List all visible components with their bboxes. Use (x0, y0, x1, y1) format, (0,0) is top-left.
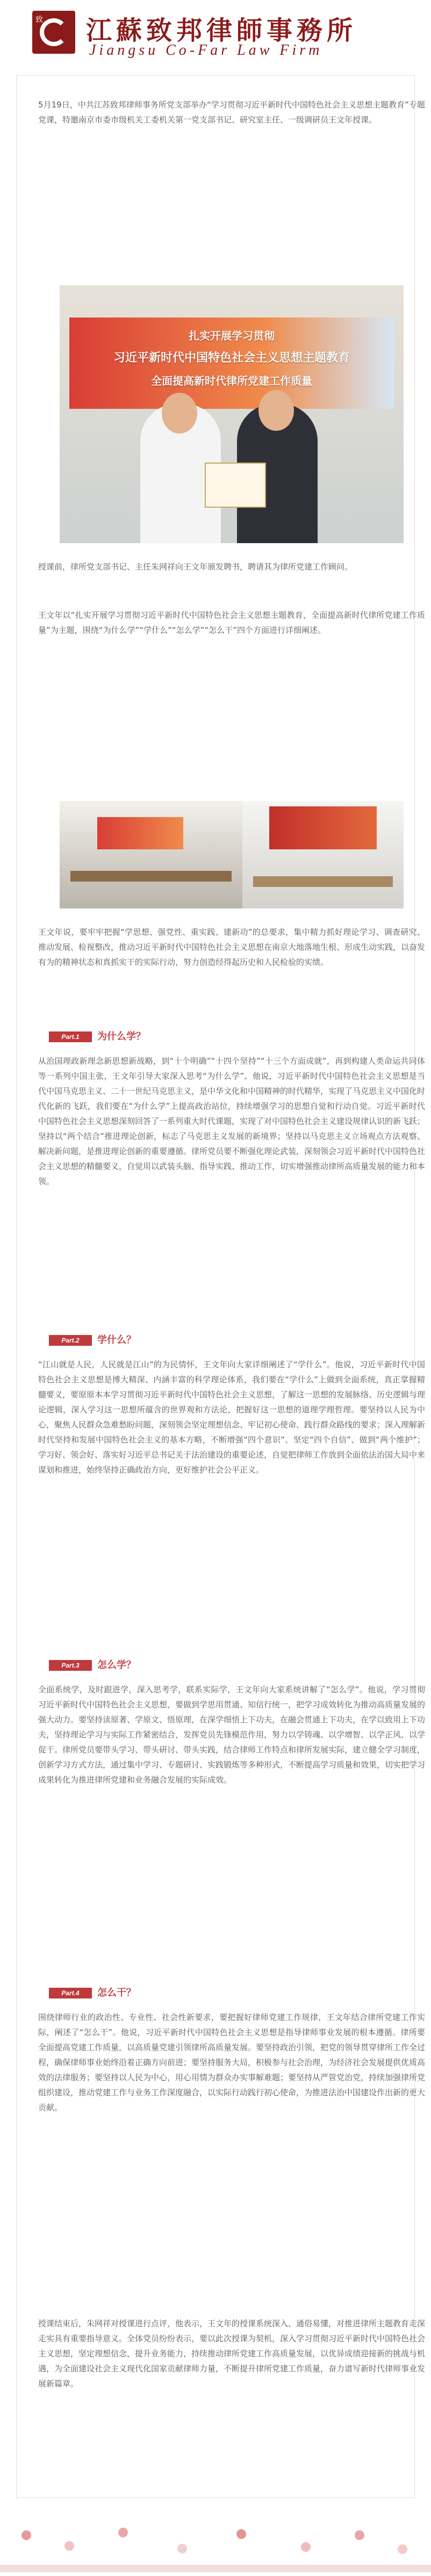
firm-logo-icon (32, 11, 75, 54)
logo-ring (40, 18, 68, 46)
section-2-tag: Part.2 (49, 1335, 92, 1346)
flower-icon (21, 2530, 31, 2540)
flower-icon (398, 2544, 407, 2554)
flower-icon (355, 2530, 364, 2540)
article-card (16, 75, 426, 2498)
section-4-tag: Part.4 (49, 1988, 92, 1998)
flower-icon (236, 2529, 246, 2539)
flower-icon (118, 2528, 128, 2537)
section-4-text: 围绕律师行业的政治性、专业性、社会性新要求，要把握好律师党建工作规律，王文年结合律所党建工作实际，阐述了“怎么干”。他说，习近平新时代中国特色社会主义思想是指导律师事业发展的根本遵循。律所要全面提高党建工作质量，以高质量党建引领律所高质量发展。要坚持政治引领，把党的领导贯穿律所工作全过程，确保律师事业始终沿着正确方向前进；要坚持服务大局，积极参与社会治理，为经济社会发展提供优质高效的法律服务；要坚持以人民为中心，用心用情为群众办实事解难题；要坚持从严管党治党，持续加强律所党组织建设，推动党建工作与业务工作深度融合，以实际行动践行初心使命，为推进法治中国建设作出新的更大贡献。 (38, 2012, 426, 2112)
meeting-table-right (253, 876, 393, 887)
page-header (0, 0, 431, 64)
section-3-tag: Part.3 (49, 1660, 92, 1671)
section-2-title: 学什么？ (97, 1334, 136, 1346)
section-1-title: 为什么学？ (97, 1031, 146, 1042)
screen-title-line3: 全面提高新时代律所党建工作质量 (151, 374, 312, 387)
section-1-text: 从治国理政新理念新思想新战略，到“十个明确”“十四个坚持”“十三个方面成就”，再到构建人类命运共同体等一系列中国主张，王文年引导大家深入思考“为什么学”。他说，习近平新时代中国特色社会主义思想是当代中国马克思主义、二十一世纪马克思主义，是中华文化和中国精神的时代精华，实现了马克思主义中国化时代化新的飞跃，我们要在“为什么学”上提高政治站位，持续增强学习的思想自觉和行动自觉。习近平新时代中国特色社会主义思想深刻回答了一系列重大时代课题，实现了对中国特色社会主义建设规律认识的新飞跃；坚持以“两个结合”推进理论创新，标志了马克思主义发展的新境界；坚持以马克思主义立场观点方法观察、解决新问题，是推进理论创新的重要遵循。律所党员要不断强化理论武装，深刻领会习近平新时代中国特色社会主义思想的精髓要义，自觉用以武装头脑、指导实践、推动工作，切实增强推动律所高质量发展的能力和本领。 (38, 1056, 426, 1186)
logo-mark-text: 致 (35, 16, 43, 24)
flower-icon (301, 2542, 311, 2552)
paragraph-requirements: 王文年说，要牢牢把握“学思想、强党性、重实践、建新功”的总要求，集中精力抓好理论学习、调查研究、推动发展、检视整改，推动习近平新时代中国特色社会主义思想在南京大地落地生根、形成生动实践，以奋发有为的精神状态和真抓实干的实际行动，努力创造经得起历史和人民检验的实绩。 (38, 927, 426, 967)
lecture-photo-meeting (60, 801, 404, 908)
paragraph-appointment: 授课前，律所党支部书记、主任朱网祥向王文年颁发聘书，聘请其为律所党建工作顾问。 (38, 562, 353, 572)
footer-decoration (0, 2520, 431, 2576)
firm-name-en: Jiangsu Co-Far Law Firm (89, 42, 323, 59)
section-3-title: 怎么学？ (97, 1659, 136, 1671)
closing-paragraph: 授课结束后，朱网祥对授课进行点评，他表示，王文年的授课系统深入、通俗易懂，对推进律所主题教育走深走实具有重要指导意义。全体党员纷纷表示，要以此次授课为契机，深入学习贯彻习近平新时代中国特色社会主义思想，坚定理想信念，提升业务能力，持续推动律所党建工作高质量发展，以优异成绩迎接新的挑战与机遇，为全面建设社会主义现代化国家贡献律师力量，不断提升律所党建工作质量，奋力谱写新时代律师事业发展新篇章。 (38, 2319, 426, 2389)
lecture-photo-certificate (60, 285, 404, 543)
section-1-tag: Part.1 (49, 1031, 92, 1042)
screen-title-line2: 习近平新时代中国特色社会主义思想主题教育 (113, 351, 350, 365)
firm-name-cn: 江蘇致邦律師事務所 (86, 16, 357, 46)
appointment-certificate (205, 463, 266, 508)
person-right-head (258, 390, 294, 431)
footer-bar (0, 2565, 431, 2572)
intro-paragraph: 5月19日，中共江苏致邦律师事务所党支部举办“学习贯彻习近平新时代中国特色社会主义思想主题教育”专题党课，特邀南京市委市级机关工委机关第一党支部书记、研究室主任、一级调研员王文年授课。 (38, 100, 425, 125)
meeting-screen-left (97, 817, 183, 849)
section-4-title: 怎么干？ (97, 1987, 136, 1998)
meeting-table-left (70, 871, 232, 882)
paragraph-theme: 王文年以“扎实开展学习贯彻习近平新时代中国特色社会主义思想主题教育，全面提高新时代律所党建工作质量”为主题，围绕“为什么学”“学什么”“怎么学”“怎么干”四个方面进行详细阐述。 (38, 610, 425, 635)
screen-title-line1: 扎实开展学习贯彻 (189, 329, 275, 342)
meeting-screen-right (269, 806, 377, 849)
flower-icon (64, 2541, 74, 2551)
projection-screen (69, 318, 394, 409)
person-left-head (162, 393, 197, 434)
flower-icon (177, 2544, 187, 2553)
section-2-text: “江山就是人民，人民就是江山”的为民情怀，王文年向大家详细阐述了“学什么”。他说，习近平新时代中国特色社会主义思想是博大精深、内涵丰富的科学理论体系，我们要在“学什么”上做到全面系统，真正掌握精髓要义，要原原本本学习贯彻习近平新时代中国特色社会主义思想，了解这一思想的发展脉络、历史逻辑与理论逻辑，深入学习这一思想所蕴含的世界观和方法论，把握好这一思想的道理学理哲理。要坚持以人民为中心，聚焦人民群众急难愁盼问题，深刻领会坚定理想信念、牢记初心使命、践行群众路线的要求；深入理解新时代坚持和发展中国特色社会主义的基本方略，不断增强“四个意识”、坚定“四个自信”、做到“两个维护”；学习好、领会好、落实好习近平总书记关于法治建设的重要论述，自觉把律师工作放到全面依法治国大局中来谋划和推进，始终坚持正确政治方向，更好维护社会公平正义。 (38, 1360, 426, 1475)
section-3-text: 全面系统学，及时跟进学，深入思考学，联系实际学，王文年向大家系统讲解了“怎么学”。他说，学习贯彻习近平新时代中国特色社会主义思想，要做到学思用贯通、知信行统一，把学习成效转化为推动高质量发展的强大动力。要坚持读原著、学原文、悟原理，在深学细悟上下功夫，在融会贯通上下功夫，在学以致用上下功夫，坚持理论学习与实际工作紧密结合，发挥党员先锋模范作用，努力以学铸魂、以学增智、以学正风、以学促干。律所党员要带头学习、带头研讨、带头实践，结合律师工作特点和律所发展实际，建立健全学习制度，创新学习方式方法，通过集中学习、专题研讨、实践锻炼等多种形式，不断提高学习质量和效果，切实把学习成果转化为推进律所党建和业务融合发展的实际成效。 (38, 1685, 426, 1785)
